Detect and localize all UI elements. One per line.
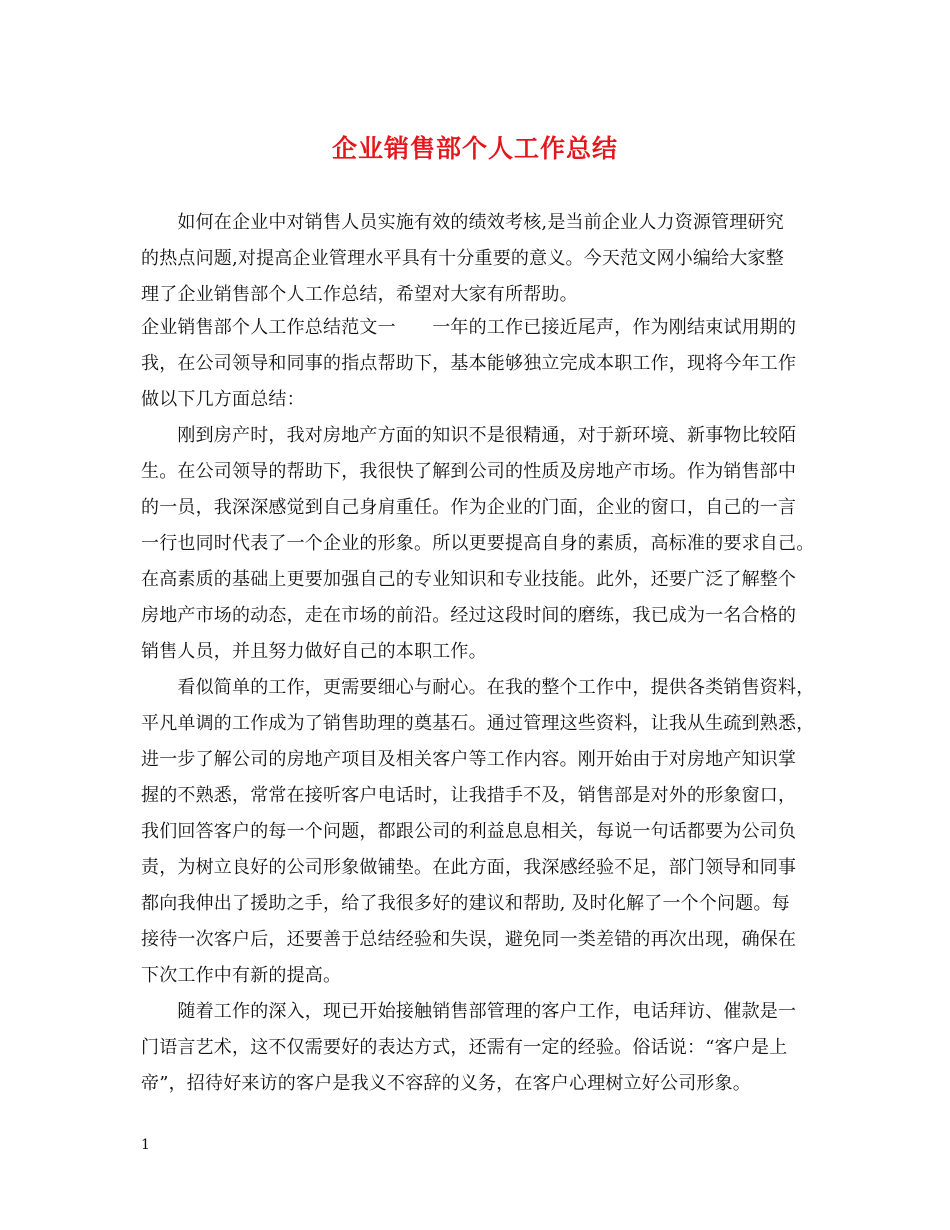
text-line: 房地产市场的动态，走在市场的前沿。经过这段时间的磨练，我已成为一名合格的 — [141, 605, 797, 626]
text-line: 在高素质的基础上更要加强自己的专业知识和专业技能。此外，还要广泛了解整个 — [141, 569, 797, 590]
text-line: 如何在企业中对销售人员实施有效的绩效考核,是当前企业人力资源管理研究 — [141, 212, 784, 233]
text-line: 我，在公司领导和同事的指点帮助下，基本能够独立完成本职工作，现将今年工作 — [141, 353, 797, 374]
text-line: 理了企业销售部个人工作总结，希望对大家有所帮助。 — [141, 284, 578, 305]
text-line: 的一员，我深深感觉到自己身肩重任。作为企业的门面，企业的窗口，自己的一言 — [141, 497, 797, 518]
text-line: 随着工作的深入，现已开始接触销售部管理的客户工作，电话拜访、催款是一 — [141, 1001, 797, 1022]
text-line: 做以下几方面总结： — [141, 389, 305, 410]
text-line: 销售人员，并且努力做好自己的本职工作。 — [141, 641, 487, 662]
text-line: 的热点问题,对提高企业管理水平具有十分重要的意义。今天范文网小编给大家整 — [141, 248, 784, 269]
document-title: 企业销售部个人工作总结 — [331, 134, 618, 163]
text-line: 企业销售部个人工作总结范文一 一年的工作已接近尾声，作为刚结束试用期的 — [141, 317, 797, 338]
text-line: 握的不熟悉，常常在接听客户电话时，让我措手不及，销售部是对外的形象窗口， — [141, 785, 797, 806]
text-line: 一行也同时代表了一个企业的形象。所以更要提高自身的素质，高标准的要求自己。 — [141, 533, 815, 554]
page-number: 1 — [141, 1137, 150, 1153]
text-line: 下次工作中有新的提高。 — [141, 965, 342, 986]
text-line: 责，为树立良好的公司形象做铺垫。在此方面，我深感经验不足，部门领导和同事 — [141, 857, 797, 878]
text-line: 我们回答客户的每一个问题，都跟公司的利益息息相关，每说一句话都要为公司负 — [141, 821, 797, 842]
text-line: 进一步了解公司的房地产项目及相关客户等工作内容。刚开始由于对房地产知识掌 — [141, 749, 797, 770]
text-line: 帝”，招待好来访的客户是我义不容辞的义务，在客户心理树立好公司形象。 — [141, 1073, 751, 1094]
text-line: 接待一次客户后，还要善于总结经验和失误，避免同一类差错的再次出现，确保在 — [141, 929, 797, 950]
text-line: 平凡单调的工作成为了销售助理的奠基石。通过管理这些资料，让我从生疏到熟悉， — [141, 713, 815, 734]
text-line: 都向我伸出了援助之手，给了我很多好的建议和帮助, 及时化解了一个个问题。每 — [141, 893, 790, 914]
text-line: 生。在公司领导的帮助下，我很快了解到公司的性质及房地产市场。作为销售部中 — [141, 461, 797, 482]
text-line: 刚到房产时，我对房地产方面的知识不是很精通，对于新环境、新事物比较陌 — [141, 425, 797, 446]
text-line: 看似简单的工作，更需要细心与耐心。在我的整个工作中，提供各类销售资料， — [141, 677, 815, 698]
text-line: 门语言艺术，这不仅需要好的表达方式，还需有一定的经验。俗话说：“客户是上 — [141, 1037, 788, 1058]
